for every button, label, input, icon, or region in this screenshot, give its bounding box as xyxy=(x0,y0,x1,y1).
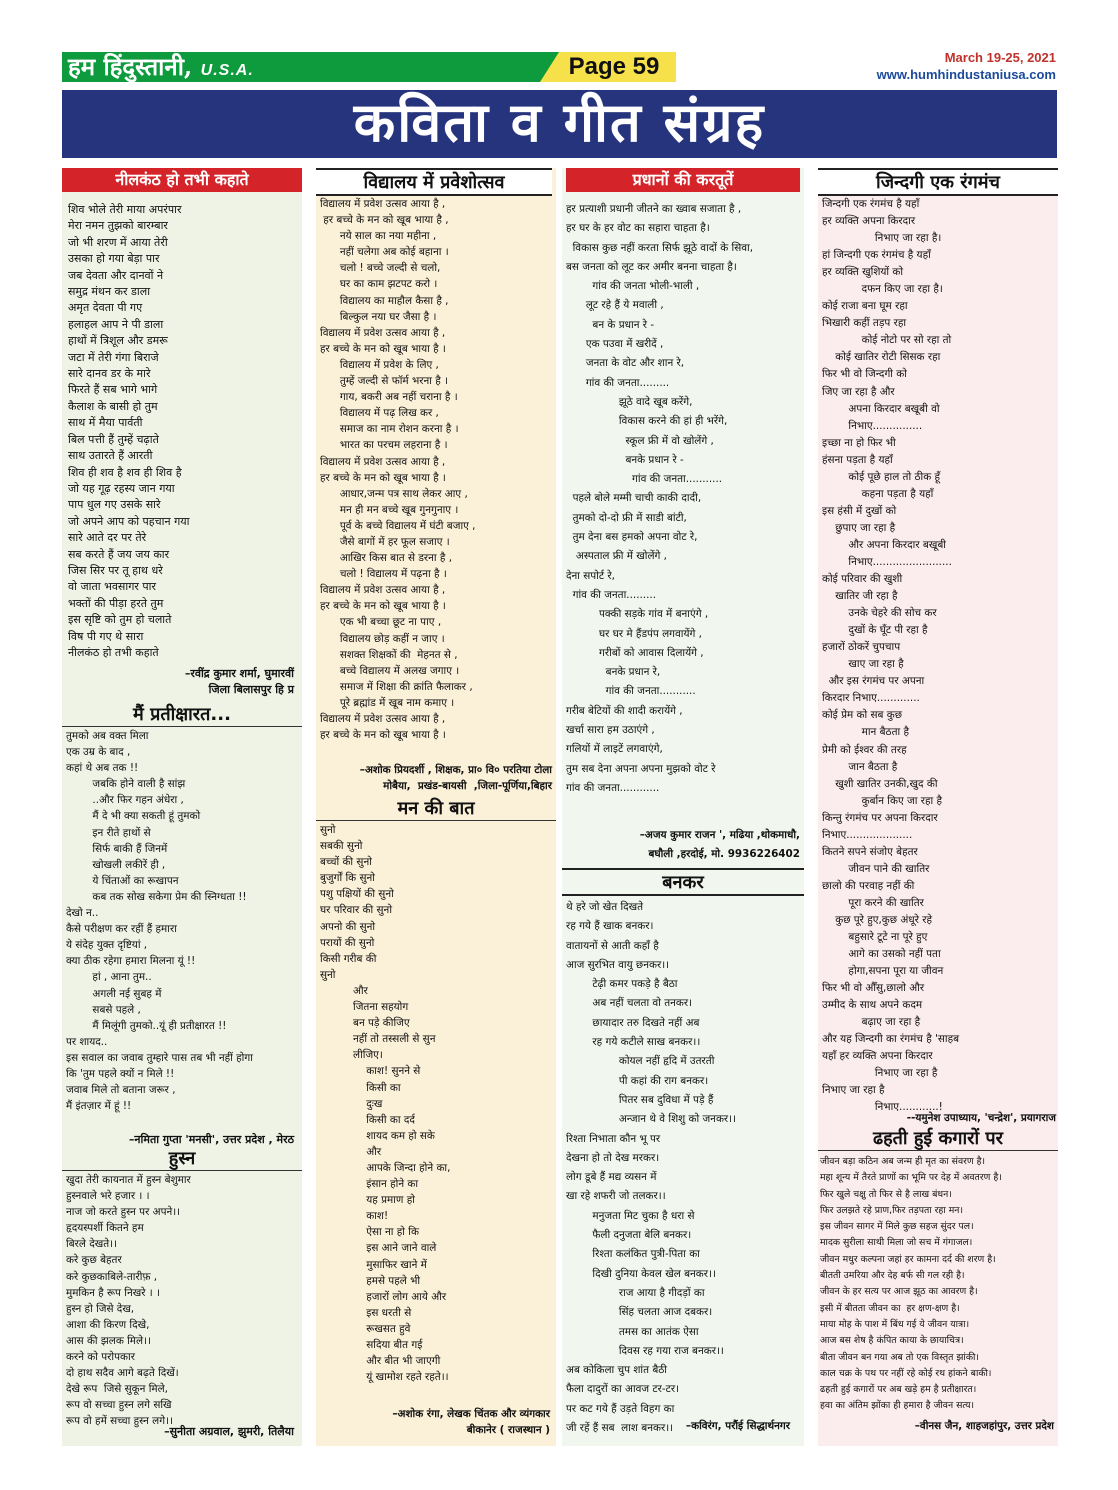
poem-text-pradhan: हर प्रत्याशी प्रधानी जीतने का ख्वाब सजाता है , हर घर के हर वोट का सहारा चाहता है। विकास कुछ नहीं करता सिर्फ झूठे वादों के सिवा, बस जनता को लूट कर अमीर बनना चाहता है। गांव की जनता भोली-भाली , लूट रहे हैं ये मवाली , बन के प्रधान रे - एक पउवा में खरीदें , जनता के वोट और शान रे, गांव की जनता......... झूठे वादे खूब करेंगे, विकास करने की हां ही भरेंगे, स्कूल फ्री में वो खोलेंगे , बनके प्रधान रे - गांव की जनता........... पहले बोले मम्मी चाची काकी दादी, तुमको दो-दो फ्री में साडी बांटी, तुम देना बस हमको अपना वोट रे, अस्पताल फ्री में खोलेंगे , देना सपोर्ट रे, गांव की जनता......... पक्की सड़के गांव में बनाएंगे , घर घर मे हैंडपंप लगवायेंगे , गरीबों को आवास दिलायेंगे , बनके प्रधान रे, गांव की जनता........... गरीब बेटियों की शादी करायेंगे , खर्चा सारा हम उठाएंगे , गलियों में लाइटें लगवाएंगे, तुम सब देना अपना अपना मुझको वोट रे गांव की जनता............ xyxy=(566,203,754,794)
column-3 xyxy=(562,168,804,1446)
divider xyxy=(62,726,302,727)
poem-text-neelkanth: शिव भोले तेरी माया अपरंपार मेरा नमन तुझको बारम्बार जो भी शरण में आया तेरी उसका हो गया बेड़ा पार जब देवता और दानवों ने समुद्र मंथन कर डाला अमृत देवता पी गए हलाहल आप ने पी डाला हाथों में त्रिशूल और डमरू जटा में तेरी गंगा बिराजे सारे दानव डर के मारे फिरते हैं सब भागे भागे कैलाश के बासी हो तुम साथ में मैया पार्वती बिल पत्ती हैं तुम्हें चढ़ाते साथ उतारते हैं आरती शिव ही शव है शव ही शिव है जो यह गूढ़ रहस्य जान गया पाप धुल गए उसके सारे जो अपने आप को पहचान गया सारे आते दर पर तेरे सब करते हैं जय जय कार जिस सिर पर तू हाथ धरे वो जाता भवसागर पार भक्तों की पीड़ा हरते तुम इस सृष्टि को तुम हो चलाते विष पी गए थे सारा नीलकंठ हो तभी कहाते xyxy=(68,203,190,659)
poem-title-vidyalaya: विद्यालय में प्रवेशोत्सव xyxy=(316,168,552,196)
poem-credit-mann: –अशोक रंगा, लेखक चिंतक और व्यंगकार बीकानेर ( राजस्थान ) xyxy=(392,1408,550,1436)
issue-date: March 19-25, 2021 xyxy=(944,50,1056,65)
divider xyxy=(62,1170,302,1171)
poem-credit-zindagi: --यमुनेश उपाध्याय, 'चन्द्रेश', प्रयागराज xyxy=(906,1112,1056,1124)
poem-title-husn: हुस्न xyxy=(168,1148,196,1169)
poem-credit-neelkanth: –रवींद्र कुमार शर्मा, घुमारवीं जिला बिलासपुर हि प्र xyxy=(184,667,294,696)
poem-title-pratiksha: मैं प्रतीक्षारत... xyxy=(133,704,231,725)
masthead-brand: हम हिंदुस्तानी, U.S.A. xyxy=(68,52,254,81)
column-1 xyxy=(62,168,302,1446)
poem-title-pradhan: प्रधानों की करतूतें xyxy=(566,168,800,192)
divider xyxy=(818,1150,1058,1151)
poem-credit-pradhan: –अजय कुमार राजन ', मढिया ,थोकमाधौ, बघौली ,हरदोई, मो. 9936226402 xyxy=(639,829,800,860)
masthead-brand-suffix: U.S.A. xyxy=(200,62,254,79)
poem-title-mann: मन की बात xyxy=(397,798,475,819)
poem-credit-husn: –सुनीता अग्रवाल, झुमरी, तिलैया xyxy=(164,1425,294,1438)
poem-text-husn: खुदा तेरी कायनात में हुस्न बेशुमार हुस्नवाले भरे हजार । । नाज जो करते हुस्न पर अपने।। हृदयस्पर्शी कितने हम बिरले देखते।। करे कुछ बेहतर करे कुछकाबिले-तारीफ़ , मुमकिन है रूप निखरे । । हुस्न हो जिसे देख, आशा की किरण दिखे, आस की झलक मिले।। करने को परोपकार दो हाथ सदैव आगे बढ़ते दिखें। देखे रूप जिसे सुकून मिले, रूप वो सच्चा हुस्न लगे सखि रूप वो हमें सच्चा हुस्न लगे।। xyxy=(66,1174,191,1428)
website-link[interactable]: www.humhindustaniusa.com xyxy=(876,67,1056,82)
poem-title-zindagi: जिन्दगी एक रंगमंच xyxy=(818,168,1058,196)
page-number: Page 59 xyxy=(568,53,660,80)
poem-title-dhahti: ढहती हुई कगारों पर xyxy=(872,1128,1004,1149)
column-4 xyxy=(818,168,1058,1446)
poem-credit-pratiksha: –नमिता गुप्ता 'मनसी', उत्तर प्रदेश , मेरठ xyxy=(128,1133,294,1146)
poem-text-bankar: थे हरे जो खेत दिखते रह गये हैं खाक बनकर। वातायनों से आती कहाँ है आज सुरभित वायु छनकर।। टेढ़ी कमर पकड़े है बैठा अब नहीं चलता वो तनकर। छायादार तरु दिखते नहीं अब रह गये कटीले साख बनकर।। कोयल नहीं हृदि में उतरती पी कहां की राग बनकर। पितर सब दुविधा में पड़े हैं अन्जान थे वे शिशु को जनकर।। रिश्ता निभाता कौन भू पर देखना हो तो देख मरकर। लोग डूबे हैं मद्य व्यसन में खा रहे शफरी जो तलकर।। मनुजता मिट चुका है धरा से फैली दनुजता बेलि बनकर। रिश्ता कलंकित पुत्री-पिता का दिखी दुनिया केवल खेल बनकर।। राज आया है गीदड़ों का सिंह चलता आज दबकर। तमस का आतंक ऐसा दिवस रह गया राज बनकर।। अब कोकिला चुप शांत बैठी फैला दादुरों का आवज टर-टर। पर कट गये हैं उड़ते विहग का जी रहें हैं सब लाश बनकर।। xyxy=(566,901,737,1435)
poem-title-bankar: बनकर xyxy=(562,868,804,896)
column-2 xyxy=(316,168,556,1446)
poem-text-dhahti: जीवन बड़ा कठिन अब जन्म ही मृत का संवरण है। महा शून्य में तैरते प्राणों का भूमि पर देह में अवतरण है। फिर खुले चक्षु तो फिर से है लाख बंधन। फिर उलझते रहे प्राण,फिर तड़पता रहा मन। इस जीवन सागर में मिले कुछ सहज सुंदर पल। मादक सुरीला साथी मिला जो सच में गंगाजल। जीवन मधुर कल्पना जहां हर कामना दर्द की शरण है। बीतती उमरिया और देह बर्फ सी गल रही है। जीवन के हर सत्य पर आज झूठ का आवरण है। इसी में बीतता जीवन का हर क्षण-क्षण है। माया मोह के पाश में बिंध गई ये जीवन यात्रा। आज बस शेष है कंपित काया के छायाचित्र। बीता जीवन बन गया अब तो एक विस्तृत झांकी। काल चक्र के पथ पर नहीं रहे कोई रथ हांकने बाकी। ढहती हुई कगारों पर अब खड़े हम है प्रतीक्षारत। हवा का अंतिम झोंका ही हमारा है जीवन सत्य। xyxy=(820,1156,1002,1412)
poem-credit-dhahti: –वीनस जैन, शाहजहांपुर, उत्तर प्रदेश xyxy=(914,1420,1054,1432)
section-title: कविता व गीत संग्रह xyxy=(353,91,766,154)
poem-text-vidyalaya: विद्यालय में प्रवेश उत्सव आया है , हर बच्चे के मन को खूब भाया है , नये साल का नया महीना , नहीं चलेगा अब कोई बहाना । चलो ! बच्चे जल्दी से चलो, घर का काम झटपट करो । विद्यालय का माहौल कैसा है , बिल्कुल नया घर जैसा है । विद्यालय में प्रवेश उत्सव आया है , हर बच्चे के मन को खूब भाया है । विद्यालय में प्रवेश के लिए , तुम्हें जल्दी से फॉर्म भरना है । गाय, बकरी अब नहीं चराना है । विद्यालय में पढ़ लिख कर , समाज का नाम रोशन करना है । भारत का परचम लहराना है । विद्यालय में प्रवेश उत्सव आया है , हर बच्चे के मन को खूब भाया है । आधार,जन्म पत्र साथ लेकर आए , मन ही मन बच्चे खूब गुनगुनाए । पूर्व के बच्चे विद्यालय में घंटी बजाए , जैसे बागों में हर फूल सजाए । आखिर किस बात से डरना है , चलो ! विद्यालय में पढ़ना है । विद्यालय में प्रवेश उत्सव आया है , हर बच्चे के मन को खूब भाया है । एक भी बच्चा छूट ना पाए , विद्यालय छोड़ कहीं न जाए । सशक्त शिक्षकों की मेहनत से , बच्चे विद्यालय में अलख जगाए । समाज में शिक्षा की क्रांति फैलाकर , पूरे ब्रह्मांड में खूब नाम कमाए । विद्यालय में प्रवेश उत्सव आया है , हर बच्चे के मन को खूब भाया है । xyxy=(320,198,476,742)
poem-credit-vidyalaya: –अशोक प्रियदर्शी , शिक्षक, प्रा० वि० परतिया टोला मोबैया, प्रखंड-बायसी ,जिला-पूर्णिया,बिहार xyxy=(359,764,552,792)
poem-credit-bankar: –कविरंग, परौंई सिद्धार्थनगर xyxy=(685,1420,790,1432)
poem-title-neelkanth: नीलकंठ हो तभी कहाते xyxy=(62,168,302,192)
poem-text-mann: सुनो सबकी सुनो बच्चों की सुनो बुजुर्गों कि सुनो पशु पक्षियों की सुनो घर परिवार की सुनो अपनो की सुनो परायों की सुनो किसी गरीब की सुनो और जितना सहयोग बन पड़े कीजिए नहीं तो तस्सली से सुन लीजिए। काश! सुनने से किसी का दुःख किसी का दर्द शायद कम हो सके और आपके जिन्दा होने का, इंसान होने का यह प्रमाण हो काश! ऐसा ना हो कि इस आने जाने वाले मुसाफिर खाने में हमसे पहले भी हजारों लोग आये और इस धरती से रूखसत हुवे सदिया बीत गई और बीत भी जाएगी यूं खामोश रहते रहते।। xyxy=(320,824,451,1384)
poem-text-zindagi: जिन्दगी एक रंगमंच है यहाँ हर व्यक्ति अपना किरदार निभाए जा रहा है। हां जिन्दगी एक रंगमंच है यहाँ हर व्यक्ति खुशियों को दफन किए जा रहा है। कोई राजा बना घूम रहा भिखारी कहीं तड़प रहा कोई नोटो पर सो रहा तो कोई खातिर रोटी सिसक रहा फिर भी वो जिन्दगी को जिए जा रहा है और अपना किरदार बखूबी वो निभाए............... इच्छा ना हो फिर भी हंसना पड़ता है यहाँ कोई पूछे हाल तो ठीक हूँ कहना पड़ता है यहाँ इस हंसी में दुखों को छुपाए जा रहा है और अपना किरदार बखूबी निभाए........................ कोई परिवार की खुशी खातिर जी रहा है उनके चेहरे की सोच कर दुखों के घूँट पी रहा है हजारों ठोकरें चुपचाप खाए जा रहा है और इस रंगमंच पर अपना किरदार निभाए............. कोई प्रेम को सब कुछ मान बैठता है प्रेमी को ईश्वर की तरह जान बैठता है खुशी खातिर उनकी,खुद की कुर्बान किए जा रहा है किन्तु रंगमंच पर अपना किरदार निभाए.................... कितने सपने संजोए बेहतर जीवन पाने की खातिर छालो की परवाह नहीं की पूरा करने की खातिर कुछ पूरे हुए,कुछ अंधूरे रहे बहुसारे टूटे ना पूरे हुए आगे का उसको नहीं पता होगा,सपना पूरा या जीवन फिर भी वो औँसु,छालो और उम्मीद के साथ अपने कदम बढ़ाए जा रहा है और यह जिन्दगी का रंगमंच है 'साहब यहाँ हर व्यक्ति अपना किरदार निभाए जा रहा है निभाए जा रहा है निभाए............! xyxy=(822,198,960,1114)
poem-text-pratiksha: तुमको अब वक्त मिला एक उम्र के बाद , कहां थे अब तक !! जबकि होने वाली है सांझ ..और फिर गहन अंधेरा , मैं दे भी क्या सकती हूं तुमको इन रीते हाथों से सिर्फ बाकी हैं जिनमें खोखली लकीरें ही , ये चिंताओं का रूखापन कब तक सोख सकेगा प्रेम की स्निग्धता !! देखो न.. कैसे परीक्षण कर रहीं हैं हमारा ये संदेह युक्त दृष्टियां , क्या ठीक रहेगा हमारा मिलना यूं !! हां , आना तुम.. अगली नई सुबह में सबसे पहले , मैं मिलूंगी तुमको..यूं ही प्रतीक्षारत !! पर शायद.. इस सवाल का जवाब तुम्हारे पास तब भी नहीं होगा कि 'तुम पहले क्यों न मिले !! जवाब मिले तो बताना जरूर , मैं इंतज़ार में हूं !! xyxy=(66,730,253,1113)
divider xyxy=(316,820,556,821)
